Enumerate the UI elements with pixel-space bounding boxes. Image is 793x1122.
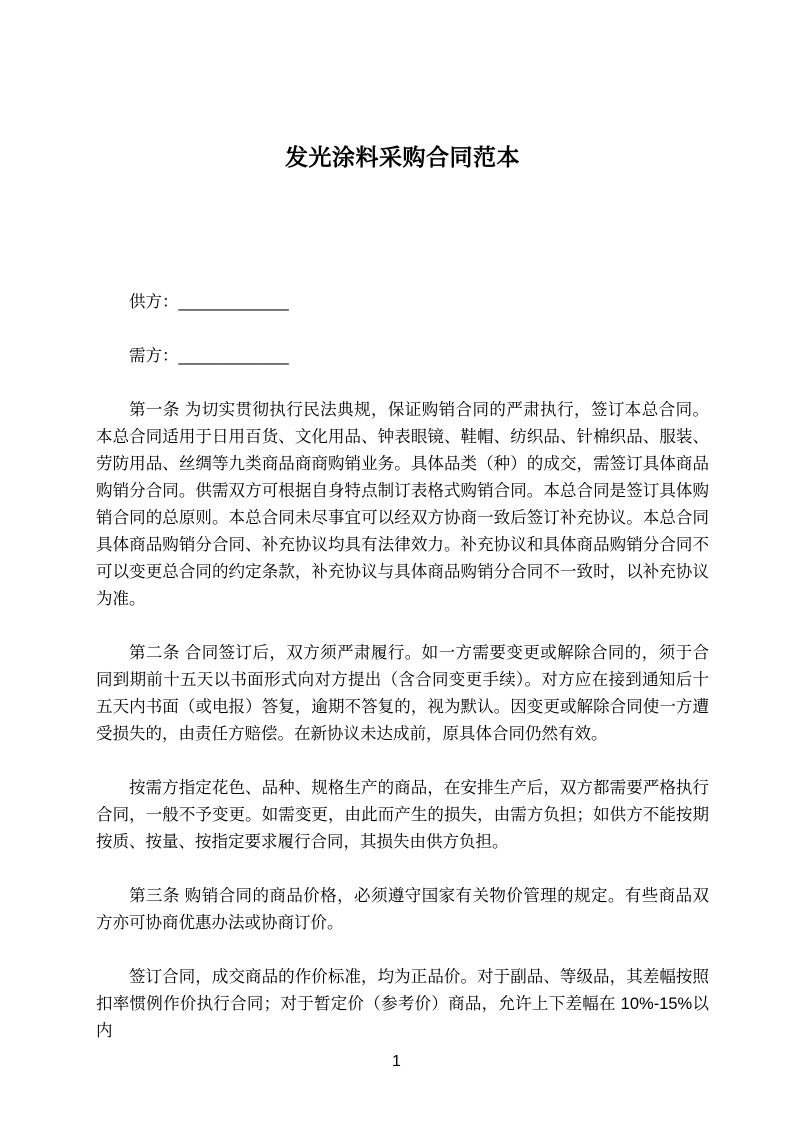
clause-3-continuation-paragraph: 签订合同，成交商品的作价标准，均为正品价。对于副品、等级品，其差幅按照扣率惯例作价执行合同；对于暂定价（参考价）商品，允许上下差幅在 10%-15%以内	[96, 968, 709, 1040]
buyer-label: 需方：	[129, 347, 179, 365]
supplier-label: 供方：	[129, 293, 179, 311]
document-title: 发光涂料采购合同范本	[285, 144, 520, 170]
clause-2-continuation-paragraph: 按需方指定花色、品种、规格生产的商品，在安排生产后，双方都需要严格执行合同，一般不予变更。如需变更，由此而产生的损失，由需方负担；如供方不能按期按质、按量、按指定要求履行合同，其损失由供方负担。	[96, 779, 709, 851]
party-line-supplier	[96, 289, 709, 316]
clause-2-paragraph: 第二条 合同签订后，双方须严肃履行。如一方需要变更或解除合同的，须于合同到期前十五天以书面形式向对方提出（含合同变更手续）。对方应在接到通知后十五天内书面（或电报）答复，逾期不答复的，视为默认。因变更或解除合同使一方遭受损失的，由责任方赔偿。在新协议未达成前，原具体合同仍然有效。	[96, 644, 709, 743]
supplier-blank-line: ____________	[178, 293, 289, 311]
party-line-buyer	[96, 343, 709, 370]
page-number: 1	[392, 1053, 401, 1070]
parties-section	[96, 289, 709, 370]
clause-1-paragraph: 第一条 为切实贯彻执行民法典规，保证购销合同的严肃执行，签订本总合同。本总合同适用于日用百货、文化用品、钟表眼镜、鞋帽、纺织品、针棉织品、服装、劳防用品、丝绸等九类商品商商购销业务。具体品类（种）的成交，需签订具体商品购销分合同。供需双方可根据自身特点制订表格式购销合同。本总合同是签订具体购销合同的总原则。本总合同未尽事宜可以经双方协商一致后签订补充协议。本总合同具体商品购销分合同、补充协议均具有法律效力。补充协议和具体商品购销分合同不可以变更总合同的约定条款，补充协议与具体商品购销分合同不一致时，以补充协议为准。	[96, 401, 709, 608]
buyer-blank-line: ____________	[178, 347, 289, 365]
clause-3-paragraph: 第三条 购销合同的商品价格，必须遵守国家有关物价管理的规定。有些商品双方亦可协商优惠办法或协商订价。	[96, 887, 709, 932]
document-body	[96, 397, 709, 1045]
